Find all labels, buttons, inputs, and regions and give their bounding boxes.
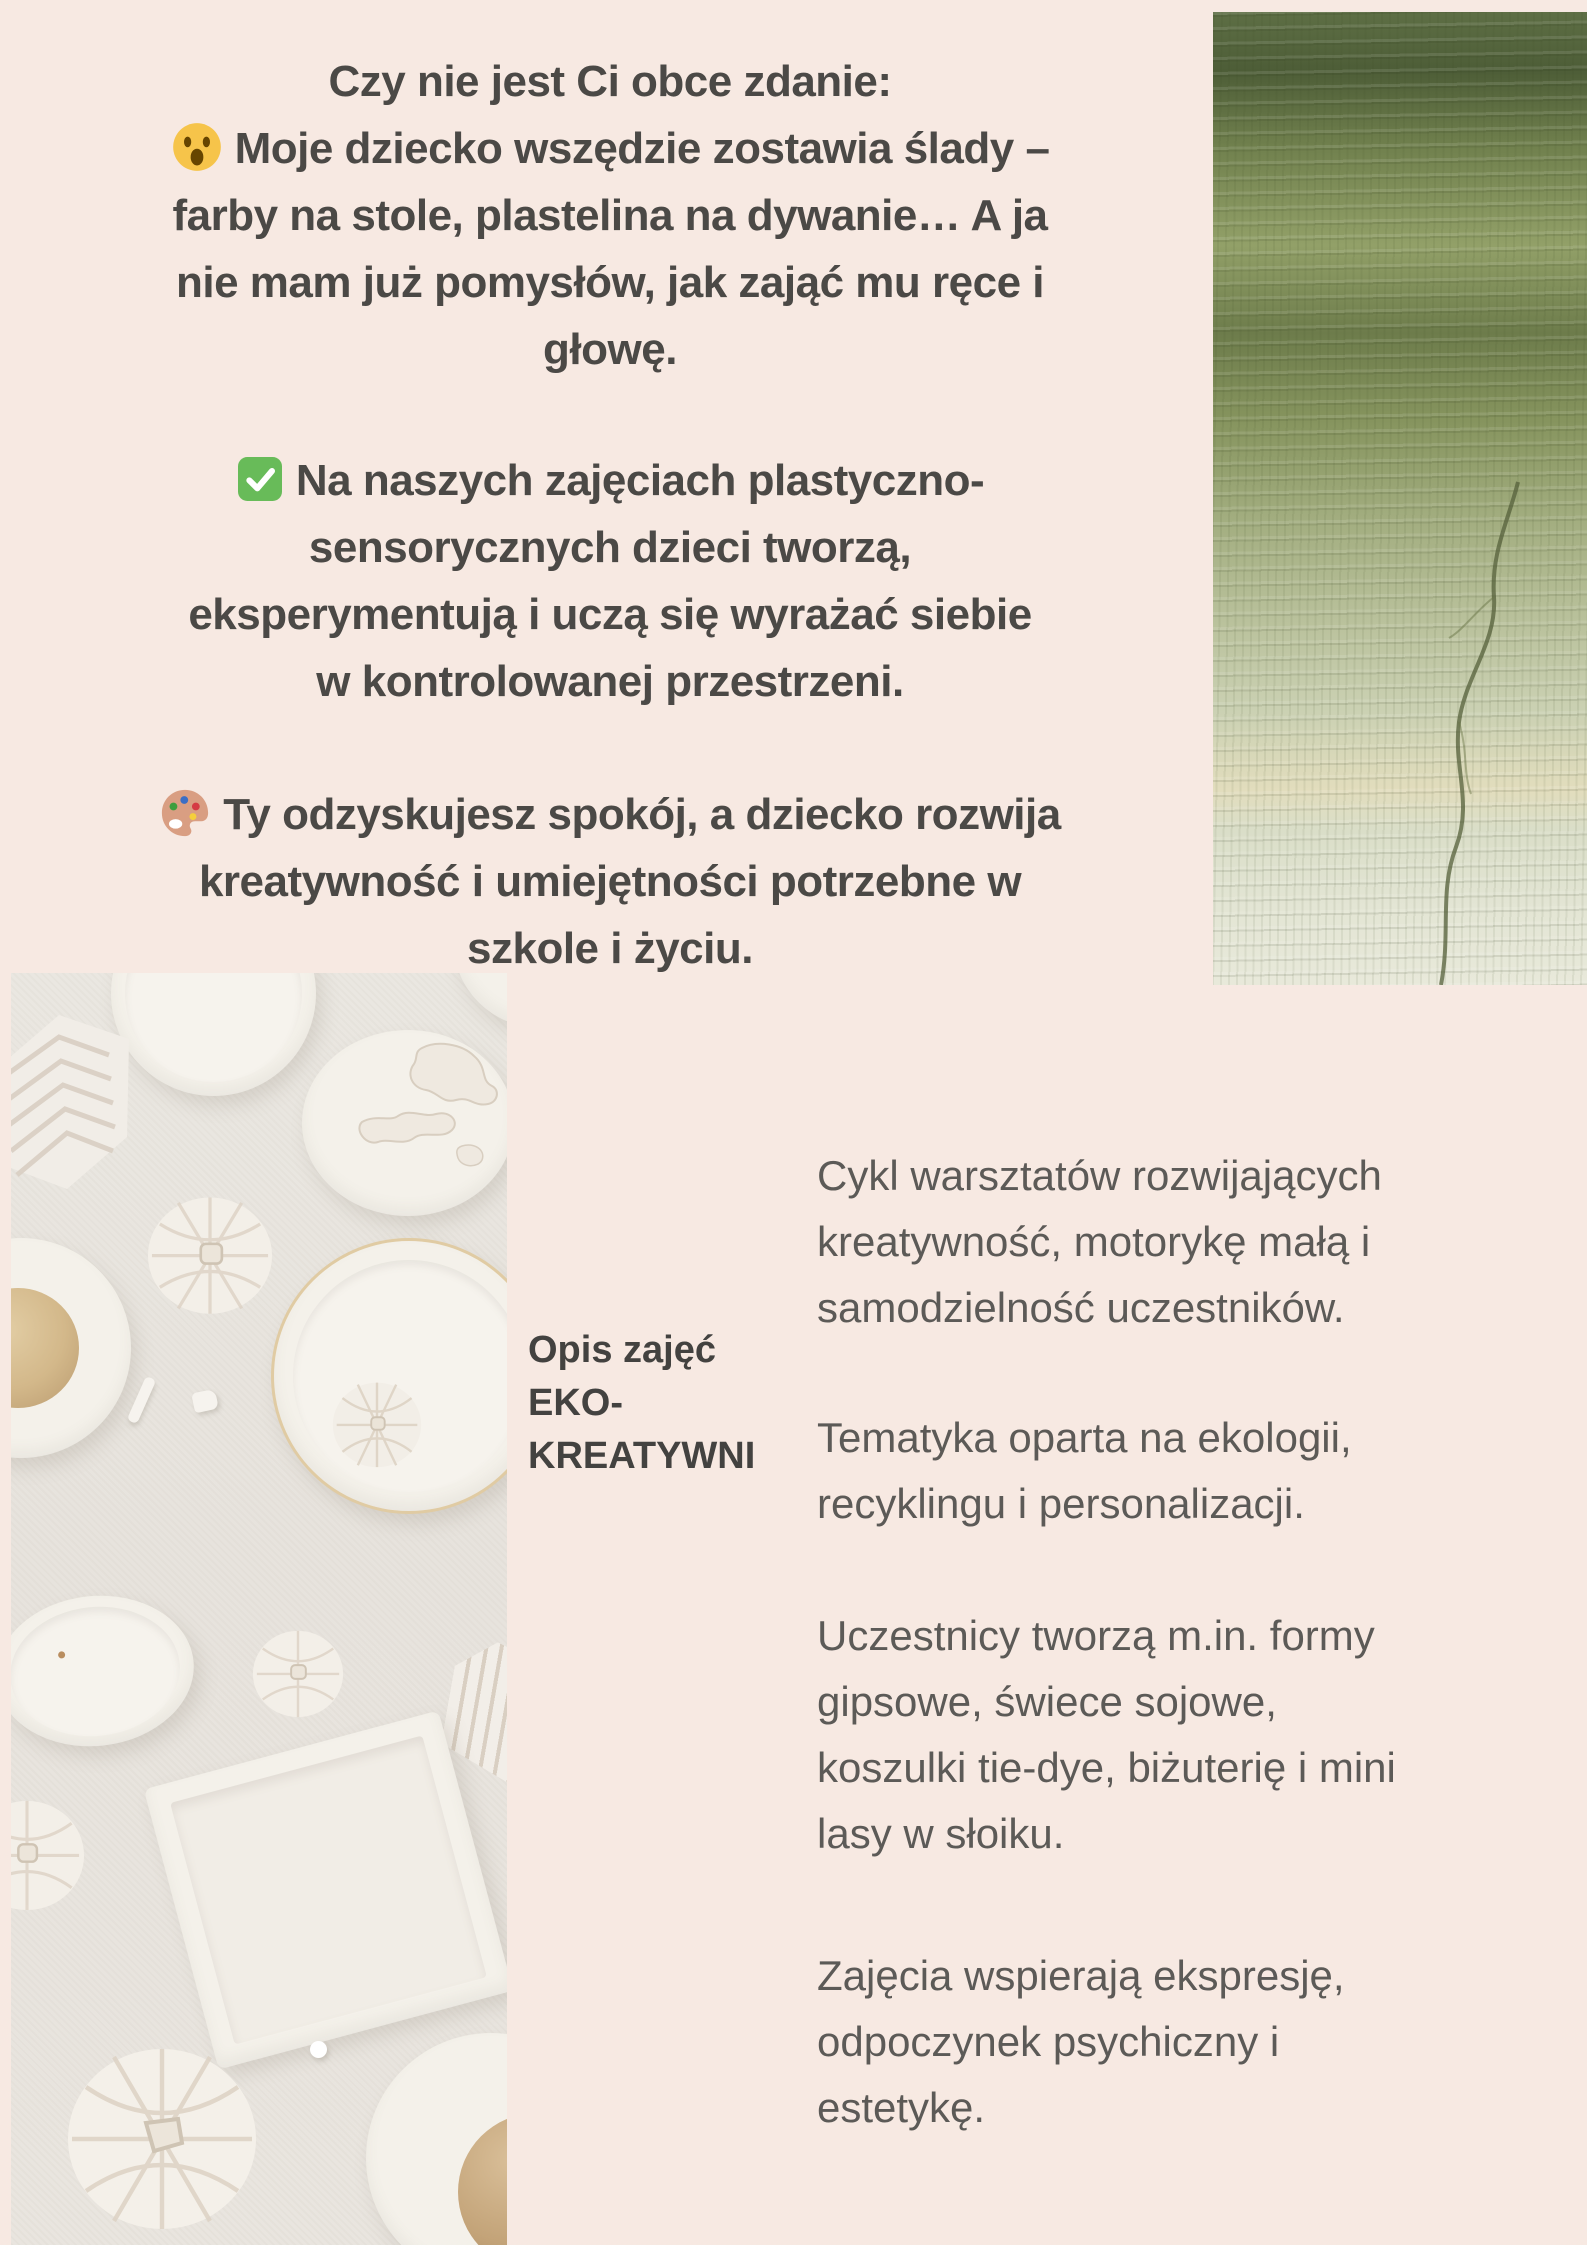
pot-interior (458, 2113, 507, 2245)
plaster-dot (310, 2041, 327, 2058)
intro-p3-line-1: Ty odzyskujesz spokój, a dziecko rozwija (40, 781, 1180, 848)
section-label-line-1: Opis zajęć (528, 1329, 716, 1371)
plaster-plate-corner (453, 973, 507, 1028)
plaster-plate-top (111, 973, 316, 1096)
intro-p2-line-3: eksperymentują i uczą się wyrażać siebie (188, 590, 1032, 639)
intro-paragraph-1 (40, 48, 1180, 383)
plaster-globe (302, 1030, 507, 1216)
intro-p3-line-2: kreatywność i umiejętności potrzebne w (198, 857, 1022, 906)
plaster-pumpkin-center (137, 1187, 283, 1319)
desc-line: koszulki tie-dye, biżuterię i mini (817, 1744, 1396, 1791)
plaster-cylinder-pot (366, 2033, 507, 2245)
plaster-pumpkin-small (237, 1623, 359, 1721)
intro-p1-line-3: nie mam już pomysłów, jak zająć mu ręce i (176, 258, 1044, 307)
intro-p2-line-2: sensorycznych dzieci tworzą, (308, 523, 912, 572)
concrete-crack-graphic (1213, 12, 1587, 985)
desc-line: estetykę. (817, 2084, 986, 2131)
desc-line: odpoczynek psychiczny i (817, 2018, 1280, 2065)
description-paragraph-4 (817, 1943, 1537, 2141)
bowl-interior (11, 1288, 79, 1408)
plaster-oval-plate (11, 1586, 201, 1756)
check-mark-emoji (236, 455, 284, 503)
section-label-line-2: EKO- (528, 1382, 623, 1424)
plaster-crumb-stick (127, 1376, 157, 1424)
desc-line: lasy w słoiku. (817, 1810, 1065, 1857)
plaster-square-tray (144, 1710, 507, 2069)
plaster-pumpkin-large (56, 2035, 268, 2235)
desc-line: Cykl warsztatów rozwijających (817, 1152, 1382, 1199)
intro-p2-line-4: w kontrolowanej przestrzeni. (316, 657, 904, 706)
description-paragraph-2 (817, 1405, 1537, 1537)
intro-p2-line-1: Na naszych zajęciach plastyczno- (40, 447, 1180, 514)
intro-p1-line-4: głowę. (543, 325, 677, 374)
plaster-crumb-chip (191, 1389, 219, 1414)
section-label-line-3: KREATYWNI (528, 1435, 756, 1477)
intro-p3-line-3: szkole i życiu. (467, 924, 753, 973)
plaster-garlic-pumpkin (327, 1375, 427, 1471)
intro-paragraph-3 (40, 781, 1180, 982)
section-label (528, 1324, 798, 1483)
intro-paragraph-2 (40, 447, 1180, 715)
open-mouth-emoji (171, 121, 223, 173)
description-column (817, 1143, 1537, 2141)
plate-inner-surface (125, 973, 301, 1082)
intro-p1-line-2: farby na stole, plastelina na dywanie… A ja (172, 191, 1048, 240)
plaster-bowl (11, 1238, 131, 1458)
moss-concrete-photo (1213, 12, 1587, 985)
intro-heading: Czy nie jest Ci obce zdanie: (328, 57, 892, 106)
intro-p1-line-1: Moje dziecko wszędzie zostawia ślady – (40, 115, 1180, 182)
description-paragraph-1 (817, 1143, 1537, 1341)
desc-line: samodzielność uczestników. (817, 1284, 1345, 1331)
desc-line: recyklingu i personalizacji. (817, 1480, 1305, 1527)
intro-text-block (40, 48, 1180, 982)
desc-line: Uczestnicy tworzą m.in. formy (817, 1612, 1375, 1659)
plaster-crafts-photo (11, 973, 507, 2245)
chevron-tile (11, 1015, 131, 1191)
plate-inner-surface (11, 1598, 186, 1744)
plaster-pumpkin-left-edge (11, 1791, 101, 1915)
desc-line: Zajęcia wspierają ekspresję, (817, 1952, 1345, 1999)
desc-line: gipsowe, świece sojowe, (817, 1678, 1277, 1725)
desc-line: kreatywność, motorykę małą i (817, 1218, 1371, 1265)
tray-inner-surface (170, 1735, 487, 2044)
description-paragraph-3 (817, 1603, 1537, 1867)
desc-line: Tematyka oparta na ekologii, (817, 1414, 1352, 1461)
palette-emoji (159, 787, 211, 839)
